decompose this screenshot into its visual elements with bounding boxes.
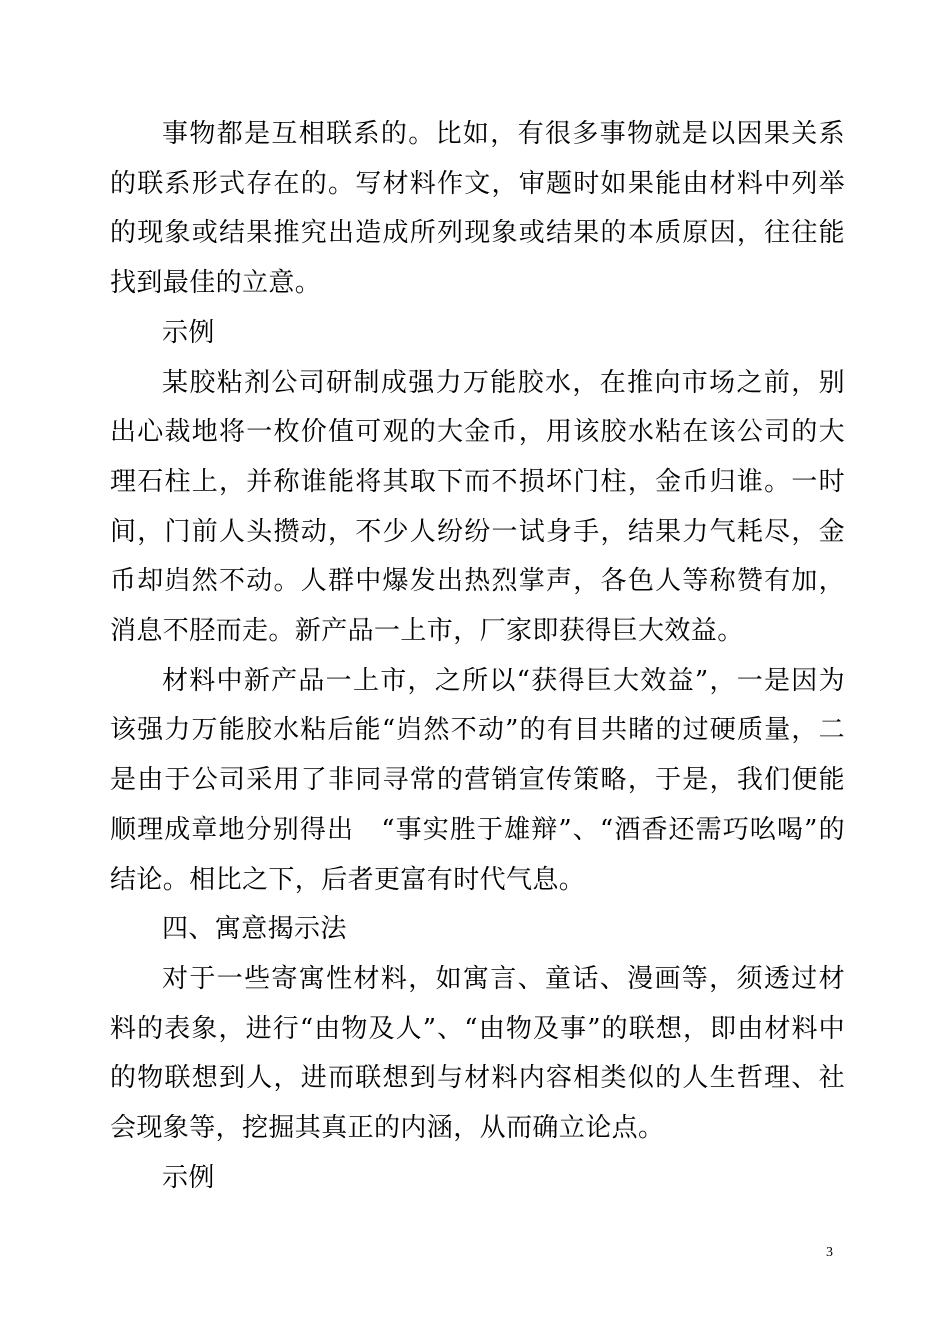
example-label: 示例 bbox=[162, 317, 215, 348]
paragraph-method: 对于一些寄寓性材料，如寓言、童话、漫画等，须透过材料的表象，进行“由物及人”、“由物及事”的联想，即由材料中的物联想到人，进而联想到与材料内容相类似的人生哲理、社会现象等，挖掘其真正的内涵，从而确立论点。 bbox=[110, 963, 845, 1144]
paragraph-analysis: 材料中新产品一上市，之所以“获得巨大效益”，一是因为该强力万能胶水粘后能“岿然不动”的有目共睹的过硬质量，二是由于公司采用了非同寻常的营销宣传策略，于是，我们便能顺理成章地分别得出 “事实胜于雄辩”、“酒香还需巧吆喝”的结论。相比之下，后者更富有时代气息。 bbox=[110, 665, 845, 895]
paragraph-intro: 事物都是互相联系的。比如，有很多事物就是以因果关系的联系形式存在的。写材料作文，审题时如果能由材料中列举的现象或结果推究出造成所列现象或结果的本质原因，往往能找到最佳的立意。 bbox=[110, 119, 845, 299]
section-heading: 四、寓意揭示法 bbox=[162, 914, 347, 945]
page-number: 3 bbox=[826, 1245, 833, 1260]
paragraph-example-story: 某胶粘剂公司研制成强力万能胶水，在推向市场之前，别出心裁地将一枚价值可观的大金币，用该胶水粘在该公司的大理石柱上，并称谁能将其取下而不损坏门柱，金币归谁。一时间，门前人头攒动，不少人纷纷一试身手，结果力气耗尽，金币却岿然不动。人群中爆发出热烈掌声，各色人等称赞有加，消息不胫而走。新产品一上市，厂家即获得巨大效益。 bbox=[110, 367, 845, 647]
body-text bbox=[110, 110, 845, 1203]
example-label: 示例 bbox=[162, 1162, 215, 1193]
